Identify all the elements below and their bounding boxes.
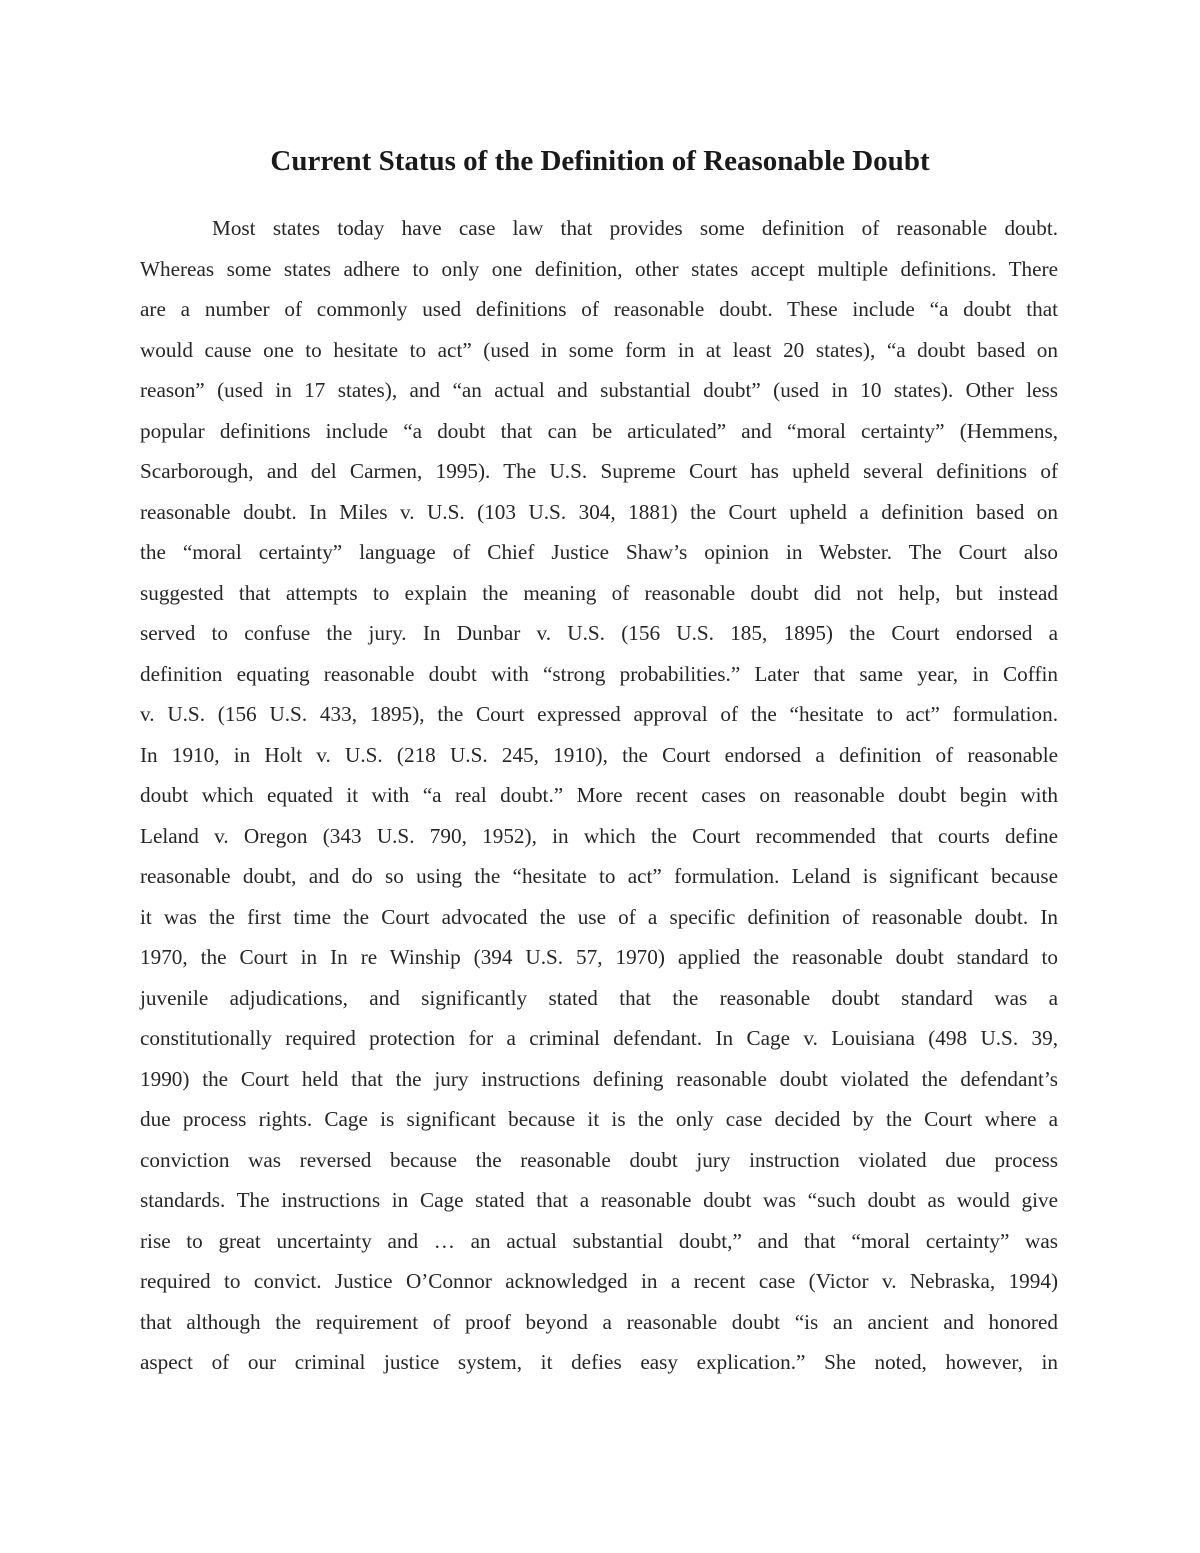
paragraph-line: Leland v. Oregon (343 U.S. 790, 1952), in which the Court recommended that courts define [140,823,1058,848]
document-title: Current Status of the Definition of Reasonable Doubt [270,145,930,177]
document-paragraph [140,208,1058,1383]
paragraph-line: Most states today have case law that provides some definition of reasonable doubt. [212,216,1058,240]
paragraph-line: juvenile adjudications, and significantly stated that the reasonable doubt standard was a [140,985,1058,1010]
paragraph-line: In 1910, in Holt v. U.S. (218 U.S. 245, 1910), the Court endorsed a definition of reasonable [140,742,1058,767]
paragraph-line: 1990) the Court held that the jury instructions defining reasonable doubt violated the defendant’s [140,1066,1058,1091]
paragraph-line: v. U.S. (156 U.S. 433, 1895), the Court expressed approval of the “hesitate to act” formulation. [140,702,1058,726]
paragraph-line: that although the requirement of proof beyond a reasonable doubt “is an ancient and honored [140,1309,1058,1334]
paragraph-line: doubt which equated it with “a real doubt.” More recent cases on reasonable doubt begin with [140,783,1058,807]
paragraph-line: popular definitions include “a doubt that can be articulated” and “moral certainty” (Hemmens, [140,418,1058,443]
paragraph-line: required to convict. Justice O’Connor acknowledged in a recent case (Victor v. Nebraska, 1994) [140,1269,1058,1293]
paragraph-line: the “moral certainty” language of Chief Justice Shaw’s opinion in Webster. The Court also [140,540,1058,564]
paragraph-line: reason” (used in 17 states), and “an actual and substantial doubt” (used in 10 states). Other less [140,378,1058,402]
paragraph-line: conviction was reversed because the reasonable doubt jury instruction violated due process [140,1147,1058,1172]
paragraph-line: rise to great uncertainty and … an actual substantial doubt,” and that “moral certainty” was [140,1228,1058,1253]
paragraph-line: are a number of commonly used definitions of reasonable doubt. These include “a doubt that [140,297,1058,321]
paragraph-line: it was the first time the Court advocated the use of a specific definition of reasonable doubt. In [140,904,1058,929]
paragraph-line: aspect of our criminal justice system, it defies easy explication.” She noted, however, in [140,1350,1058,1374]
paragraph-line: constitutionally required protection for a criminal defendant. In Cage v. Louisiana (498 U.S. 39, [140,1026,1058,1050]
paragraph-line: would cause one to hesitate to act” (used in some form in at least 20 states), “a doubt based on [140,337,1058,362]
paragraph-line: Scarborough, and del Carmen, 1995). The U.S. Supreme Court has upheld several definitions of [140,459,1058,483]
paragraph-line: definition equating reasonable doubt with “strong probabilities.” Later that same year, in Coffin [140,661,1058,686]
paragraph-line: reasonable doubt, and do so using the “hesitate to act” formulation. Leland is significant because [140,864,1058,888]
paragraph-line: due process rights. Cage is significant because it is the only case decided by the Court where a [140,1107,1058,1131]
paragraph-line: served to confuse the jury. In Dunbar v. U.S. (156 U.S. 185, 1895) the Court endorsed a [140,621,1058,645]
paragraph-line: reasonable doubt. In Miles v. U.S. (103 U.S. 304, 1881) the Court upheld a definition based on [140,499,1058,524]
paragraph-line: standards. The instructions in Cage stated that a reasonable doubt was “such doubt as would give [140,1188,1058,1212]
paragraph-line: suggested that attempts to explain the meaning of reasonable doubt did not help, but instead [140,580,1058,605]
paragraph-line: Whereas some states adhere to only one definition, other states accept multiple definitions. There [140,256,1058,281]
paragraph-line: 1970, the Court in In re Winship (394 U.S. 57, 1970) applied the reasonable doubt standard to [140,945,1058,969]
